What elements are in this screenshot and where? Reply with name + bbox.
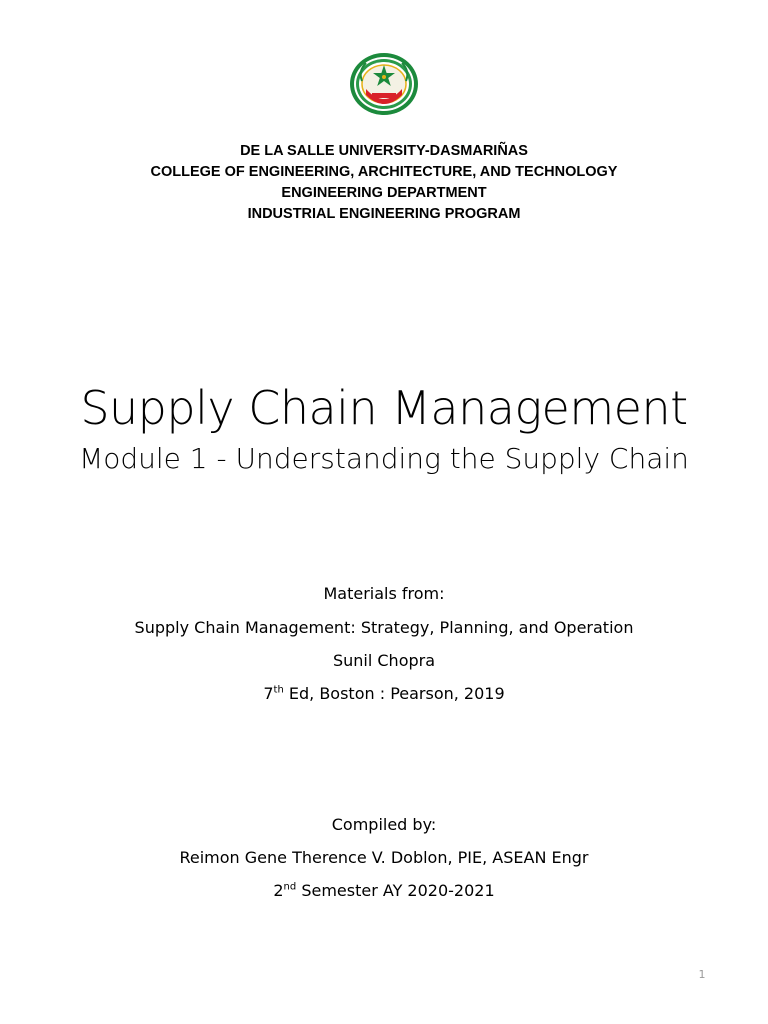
semester-details: Semester AY 2020-2021: [296, 881, 495, 900]
document-title: Supply Chain Management: [80, 381, 688, 435]
semester-line: [0, 880, 768, 902]
edition-details: Ed, Boston : Pearson, 2019: [283, 684, 505, 703]
department-name: ENGINEERING DEPARTMENT: [281, 185, 487, 201]
semester-suffix: nd: [283, 881, 297, 893]
compiler-name: Reimon Gene Therence V. Doblon, PIE, ASEAN Engr: [179, 848, 589, 867]
edition-suffix: th: [273, 684, 284, 696]
compiled-label: Compiled by:: [331, 815, 437, 834]
university-logo: [348, 51, 420, 117]
institution-header: [0, 141, 768, 225]
document-subtitle: Module 1 - Understanding the Supply Chain: [79, 442, 689, 475]
semester-number: 2: [273, 881, 284, 900]
university-name: DE LA SALLE UNIVERSITY-DASMARIÑAS: [240, 143, 528, 159]
book-edition: [0, 683, 768, 705]
book-author: Sunil Chopra: [332, 651, 436, 670]
university-seal-icon: [348, 51, 420, 117]
page-number: 1: [698, 968, 706, 981]
college-name: COLLEGE OF ENGINEERING, ARCHITECTURE, AND TECHNOLOGY: [150, 164, 618, 180]
materials-label: Materials from:: [323, 584, 445, 603]
program-name: INDUSTRIAL ENGINEERING PROGRAM: [247, 206, 521, 222]
edition-number: 7: [263, 684, 274, 703]
book-title: Supply Chain Management: Strategy, Planning, and Operation: [134, 618, 634, 637]
